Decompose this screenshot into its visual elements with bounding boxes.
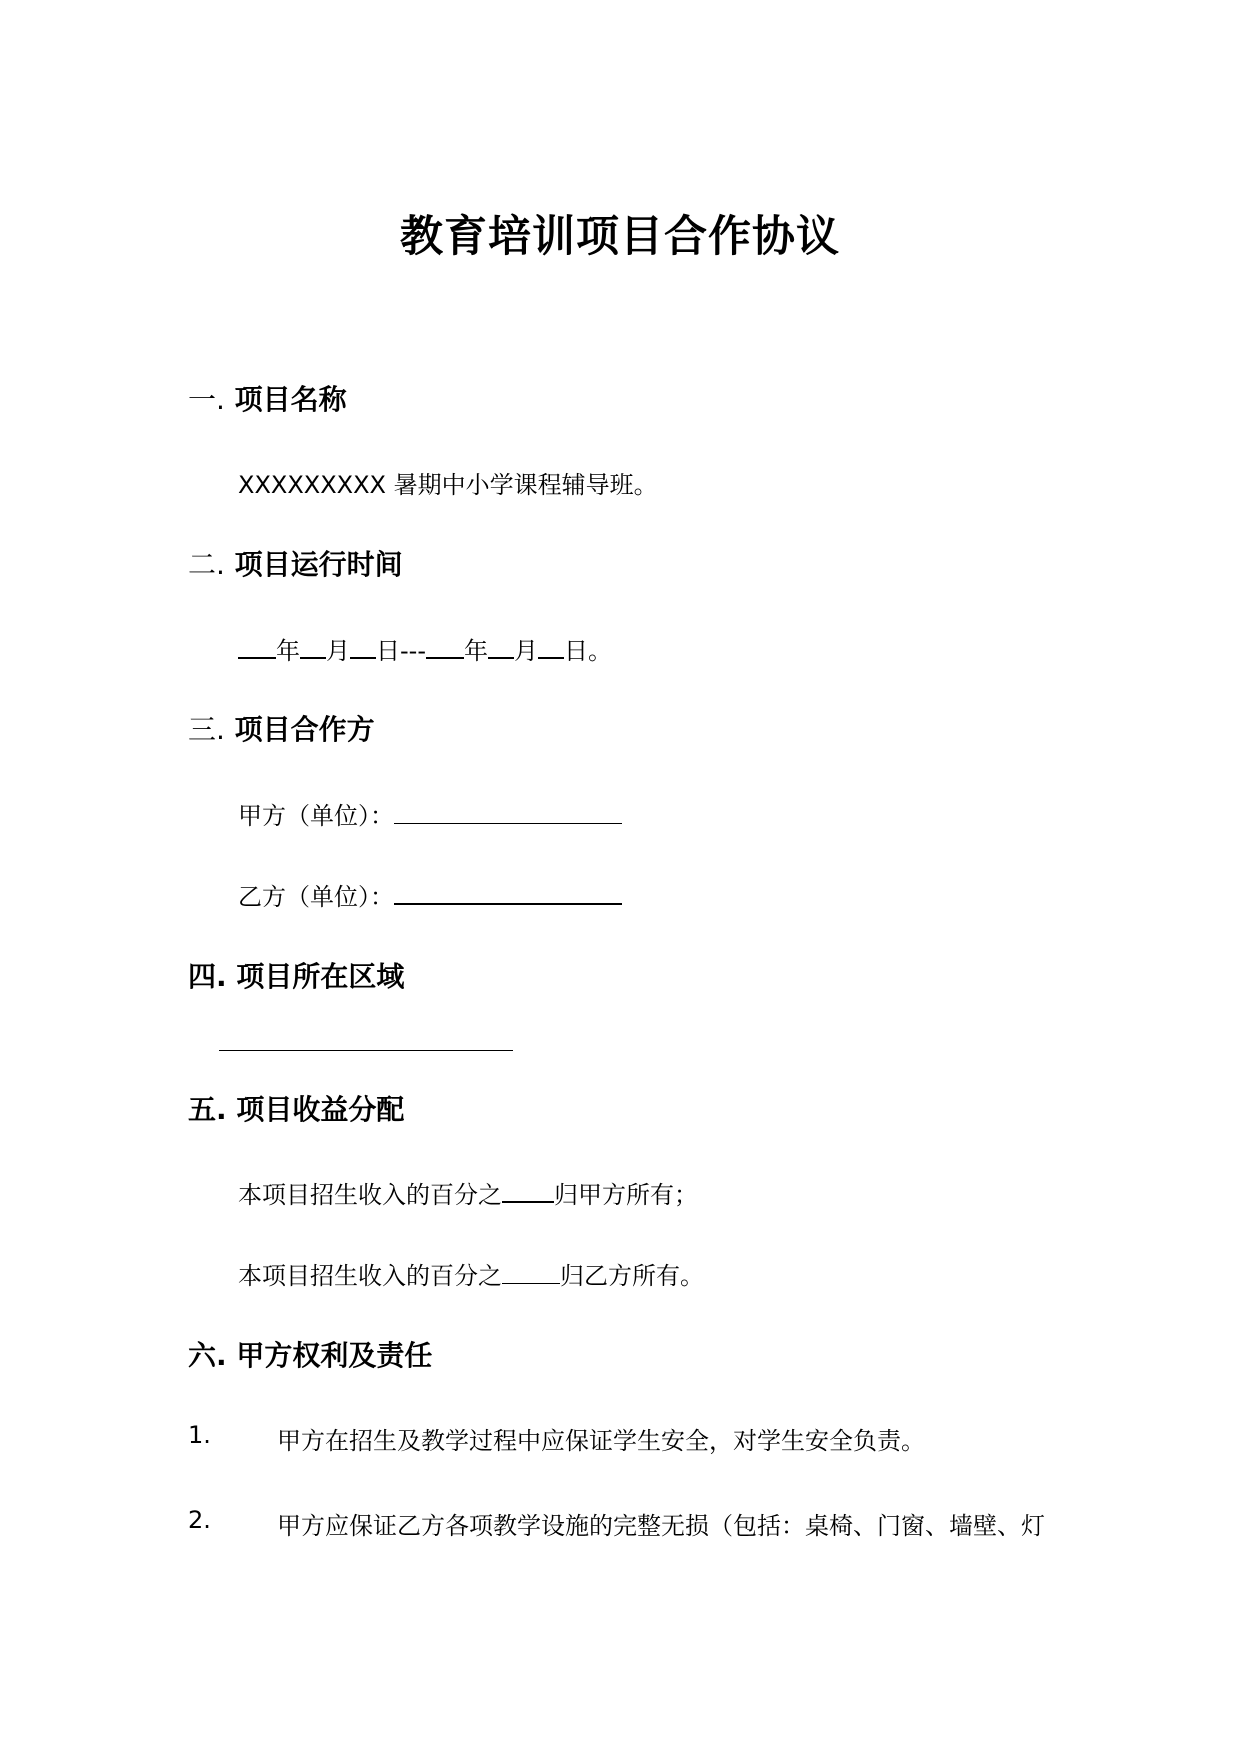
start-month-label: 月 — [326, 637, 350, 665]
project-name-text: XXXXXXXXX 暑期中小学课程辅导班。 — [238, 471, 658, 499]
start-month-blank[interactable] — [300, 635, 326, 659]
revenue-share-a-blank[interactable] — [502, 1179, 554, 1203]
list-item-2-number: 2. — [188, 1506, 211, 1534]
party-b-blank[interactable] — [394, 881, 622, 905]
list-item-1-number: 1. — [188, 1421, 211, 1449]
party-a-label: 甲方（单位）： — [238, 802, 394, 830]
revenue-share-a — [238, 1175, 698, 1210]
party-b-line — [238, 877, 622, 912]
section-6-heading — [188, 1334, 432, 1374]
section-4-number: 四. — [188, 960, 227, 993]
start-day-blank[interactable] — [350, 635, 376, 659]
end-year-label: 年 — [463, 637, 488, 665]
revenue-share-b-suffix: 归乙方所有。 — [560, 1262, 704, 1290]
revenue-share-b-prefix: 本项目招生收入的百分之 — [238, 1262, 502, 1290]
revenue-share-a-suffix: 归甲方所有； — [554, 1181, 698, 1209]
section-2-number: 二. — [188, 548, 225, 581]
section-4-heading — [188, 955, 404, 995]
end-year-blank[interactable] — [426, 635, 464, 659]
end-day-blank[interactable] — [538, 635, 564, 659]
section-5-number: 五. — [188, 1093, 227, 1126]
region-blank[interactable] — [219, 1050, 513, 1051]
start-year-label: 年 — [276, 637, 300, 665]
party-b-label: 乙方（单位）： — [238, 883, 394, 911]
section-6-title: 甲方权利及责任 — [236, 1339, 433, 1372]
end-month-label: 月 — [513, 637, 538, 665]
section-1-number: 一. — [188, 383, 225, 416]
list-item-1-text: 甲方在招生及教学过程中应保证学生安全，对学生安全负责。 — [277, 1427, 925, 1455]
end-month-blank[interactable] — [488, 635, 514, 659]
section-5-title: 项目收益分配 — [236, 1093, 405, 1126]
section-2-title: 项目运行时间 — [234, 548, 403, 581]
revenue-share-b-blank[interactable] — [502, 1261, 560, 1284]
start-year-blank[interactable] — [238, 635, 276, 659]
document-title: 教育培训项目合作协议 — [400, 212, 840, 262]
project-period — [238, 631, 612, 666]
revenue-share-a-prefix: 本项目招生收入的百分之 — [238, 1181, 502, 1209]
section-3-title: 项目合作方 — [234, 713, 375, 746]
revenue-share-b — [238, 1256, 704, 1291]
section-3-heading — [188, 708, 375, 748]
start-day-label: 日--- — [376, 637, 426, 665]
section-2-heading — [188, 543, 403, 583]
list-item-2-text: 甲方应保证乙方各项教学设施的完整无损（包括：桌椅、门窗、墙壁、灯 — [277, 1512, 1045, 1540]
section-1-heading — [188, 378, 347, 418]
section-4-title: 项目所在区域 — [236, 960, 405, 993]
party-a-line — [238, 796, 622, 831]
party-a-blank[interactable] — [394, 801, 622, 824]
end-day-label: 日。 — [563, 637, 612, 665]
section-6-number: 六. — [188, 1339, 227, 1372]
section-1-title: 项目名称 — [234, 383, 347, 416]
section-5-heading — [188, 1088, 404, 1128]
section-3-number: 三. — [188, 713, 225, 746]
